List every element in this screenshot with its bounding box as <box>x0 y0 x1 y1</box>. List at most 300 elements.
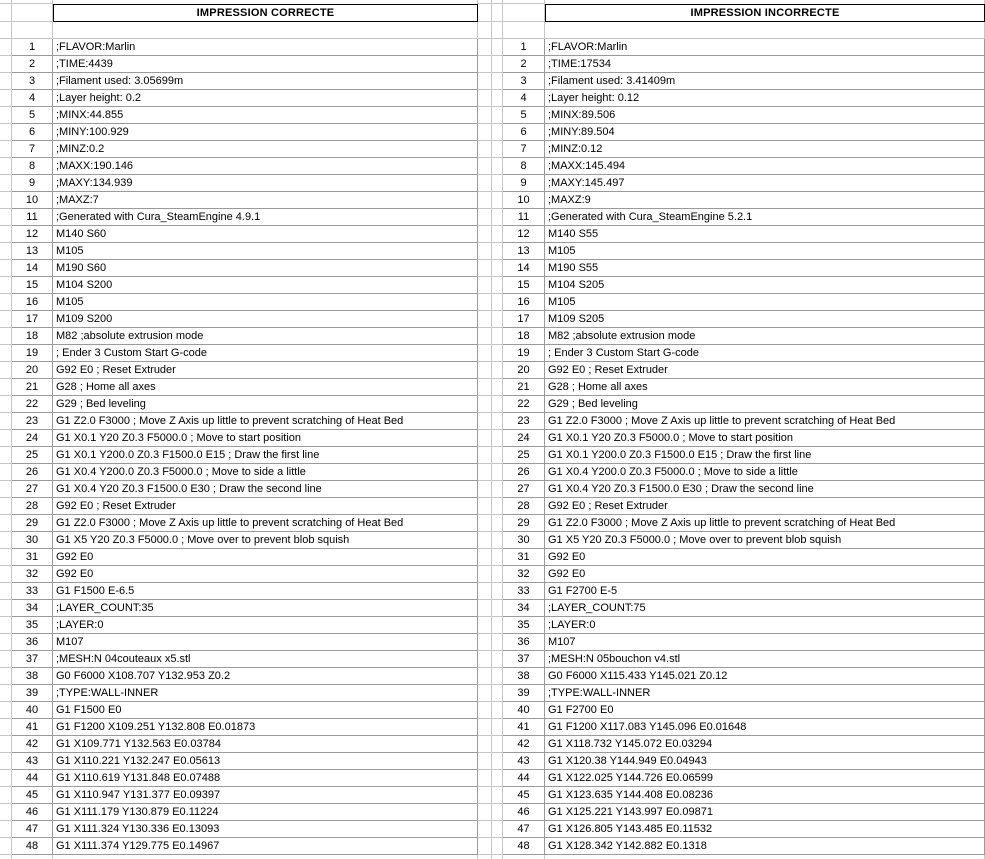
row-number-column-cell <box>12 855 53 859</box>
gap-cell <box>492 39 503 56</box>
left-gcode-cell[interactable]: G1 X110.947 Y131.377 E0.09397 <box>53 787 478 804</box>
left-row-number[interactable]: 23 <box>12 413 53 430</box>
left-row-number[interactable]: 36 <box>12 634 53 651</box>
left-row-number[interactable]: 13 <box>12 243 53 260</box>
right-gcode-cell[interactable]: ;LAYER_COUNT:75 <box>545 600 985 617</box>
right-row-number[interactable]: 41 <box>503 719 545 736</box>
row-number-column-cell <box>12 22 53 39</box>
left-row-number[interactable]: 12 <box>12 226 53 243</box>
left-row-number[interactable]: 46 <box>12 804 53 821</box>
left-row-number[interactable]: 26 <box>12 464 53 481</box>
gap-cell <box>492 600 503 617</box>
gap-cell <box>492 481 503 498</box>
right-gcode-cell[interactable]: ;FLAVOR:Marlin <box>545 39 985 56</box>
right-gcode-cell[interactable]: ;TYPE:WALL-INNER <box>545 685 985 702</box>
left-row-number[interactable]: 7 <box>12 141 53 158</box>
gap-cell <box>492 736 503 753</box>
left-row-number[interactable]: 16 <box>12 294 53 311</box>
right-gcode-cell[interactable]: G1 F2700 E0 <box>545 702 985 719</box>
table-row <box>0 413 985 430</box>
left-gcode-cell[interactable]: ;MINX:44.855 <box>53 107 478 124</box>
left-row-number[interactable]: 2 <box>12 56 53 73</box>
gutter-cell <box>0 294 12 311</box>
left-gcode-cell[interactable]: G28 ; Home all axes <box>53 379 478 396</box>
left-row-number[interactable]: 11 <box>12 209 53 226</box>
table-row <box>0 243 985 260</box>
table-row <box>0 583 985 600</box>
left-gcode-cell[interactable]: M140 S60 <box>53 226 478 243</box>
table-row <box>0 685 985 702</box>
table-row <box>0 345 985 362</box>
right-gcode-cell[interactable]: ;MAXY:145.497 <box>545 175 985 192</box>
right-gcode-cell[interactable]: G92 E0 ; Reset Extruder <box>545 498 985 515</box>
gap-cell <box>492 498 503 515</box>
gap-cell <box>478 838 492 855</box>
right-row-number[interactable]: 43 <box>503 753 545 770</box>
right-gcode-cell[interactable]: G29 ; Bed leveling <box>545 396 985 413</box>
table-row <box>0 379 985 396</box>
right-row-number[interactable]: 33 <box>503 583 545 600</box>
left-row-number[interactable]: 28 <box>12 498 53 515</box>
right-gcode-cell[interactable]: ;Generated with Cura_SteamEngine 5.2.1 <box>545 209 985 226</box>
right-row-number[interactable]: 5 <box>503 107 545 124</box>
left-gcode-cell[interactable]: G1 X0.4 Y20 Z0.3 F1500.0 E30 ; Draw the second line <box>53 481 478 498</box>
left-row-number[interactable]: 6 <box>12 124 53 141</box>
right-gcode-cell[interactable]: G1 X125.221 Y143.997 E0.09871 <box>545 804 985 821</box>
left-gcode-cell[interactable]: G92 E0 ; Reset Extruder <box>53 498 478 515</box>
left-row-number[interactable]: 25 <box>12 447 53 464</box>
right-gcode-cell[interactable]: G92 E0 <box>545 566 985 583</box>
left-gcode-cell[interactable]: G1 Z2.0 F3000 ; Move Z Axis up little to prevent scratching of Heat Bed <box>53 515 478 532</box>
gap-cell <box>478 855 492 859</box>
left-row-number[interactable]: 18 <box>12 328 53 345</box>
gap-cell <box>478 464 492 481</box>
right-row-number[interactable]: 48 <box>503 838 545 855</box>
gap-cell <box>478 73 492 90</box>
left-gcode-cell[interactable]: ;MINY:100.929 <box>53 124 478 141</box>
right-gcode-cell[interactable]: G1 X0.1 Y20 Z0.3 F5000.0 ; Move to start position <box>545 430 985 447</box>
gutter-cell <box>0 804 12 821</box>
left-row-number[interactable]: 34 <box>12 600 53 617</box>
left-row-number[interactable]: 4 <box>12 90 53 107</box>
left-row-number[interactable]: 43 <box>12 753 53 770</box>
gap-cell <box>492 311 503 328</box>
left-row-number[interactable]: 45 <box>12 787 53 804</box>
right-gcode-cell[interactable]: G1 X5 Y20 Z0.3 F5000.0 ; Move over to prevent blob squish <box>545 532 985 549</box>
table-row <box>0 651 985 668</box>
gutter-cell <box>0 753 12 770</box>
left-row-number[interactable]: 39 <box>12 685 53 702</box>
gap-cell <box>492 192 503 209</box>
gap-cell <box>492 549 503 566</box>
left-row-number[interactable]: 21 <box>12 379 53 396</box>
table-row <box>0 447 985 464</box>
gutter-cell <box>0 464 12 481</box>
left-row-number[interactable]: 44 <box>12 770 53 787</box>
right-gcode-cell[interactable]: G1 X0.4 Y20 Z0.3 F1500.0 E30 ; Draw the second line <box>545 481 985 498</box>
right-row-number[interactable]: 1 <box>503 39 545 56</box>
right-row-number[interactable]: 7 <box>503 141 545 158</box>
table-row <box>0 464 985 481</box>
table-row <box>0 56 985 73</box>
right-row-number[interactable]: 29 <box>503 515 545 532</box>
gap-cell <box>492 583 503 600</box>
table-row <box>0 362 985 379</box>
right-gcode-cell[interactable]: M109 S205 <box>545 311 985 328</box>
left-gcode-cell[interactable]: ;MAXY:134.939 <box>53 175 478 192</box>
gap-cell <box>478 702 492 719</box>
right-gcode-cell[interactable]: ;Layer height: 0.12 <box>545 90 985 107</box>
gap-cell <box>478 617 492 634</box>
right-gcode-cell[interactable]: M140 S55 <box>545 226 985 243</box>
gutter-cell <box>0 583 12 600</box>
left-gcode-cell[interactable]: ;TIME:4439 <box>53 56 478 73</box>
gap-cell <box>492 226 503 243</box>
right-gcode-cell[interactable]: M104 S205 <box>545 277 985 294</box>
left-row-number[interactable]: 35 <box>12 617 53 634</box>
table-row <box>0 73 985 90</box>
gap-cell <box>492 73 503 90</box>
right-gcode-cell[interactable]: G1 F1200 X117.083 Y145.096 E0.01648 <box>545 719 985 736</box>
right-gcode-cell[interactable]: G1 X122.025 Y144.726 E0.06599 <box>545 770 985 787</box>
left-gcode-cell[interactable]: M104 S200 <box>53 277 478 294</box>
right-row-number[interactable]: 19 <box>503 345 545 362</box>
table-row <box>0 226 985 243</box>
left-gcode-cell[interactable]: G0 F6000 X108.707 Y132.953 Z0.2 <box>53 668 478 685</box>
left-row-number[interactable]: 24 <box>12 430 53 447</box>
left-gcode-cell[interactable]: ;MESH:N 04couteaux x5.stl <box>53 651 478 668</box>
right-gcode-cell[interactable]: ;MINY:89.504 <box>545 124 985 141</box>
table-row <box>0 107 985 124</box>
gap-cell <box>492 804 503 821</box>
gap-cell <box>492 260 503 277</box>
left-row-number[interactable]: 5 <box>12 107 53 124</box>
right-gcode-cell[interactable]: ;MAXX:145.494 <box>545 158 985 175</box>
left-gcode-cell[interactable]: G1 F1500 E0 <box>53 702 478 719</box>
right-gcode-cell[interactable]: G1 Z2.0 F3000 ; Move Z Axis up little to prevent scratching of Heat Bed <box>545 515 985 532</box>
left-gcode-cell[interactable]: G1 X5 Y20 Z0.3 F5000.0 ; Move over to prevent blob squish <box>53 532 478 549</box>
left-row-number[interactable]: 15 <box>12 277 53 294</box>
left-row-number[interactable]: 37 <box>12 651 53 668</box>
right-gcode-cell[interactable]: M107 <box>545 634 985 651</box>
table-row <box>0 90 985 107</box>
left-gcode-cell[interactable]: M82 ;absolute extrusion mode <box>53 328 478 345</box>
gap-cell <box>492 838 503 855</box>
right-row-number[interactable]: 24 <box>503 430 545 447</box>
right-row-number[interactable]: 17 <box>503 311 545 328</box>
right-row-number[interactable]: 47 <box>503 821 545 838</box>
left-row-number[interactable]: 31 <box>12 549 53 566</box>
table-row <box>0 702 985 719</box>
right-gcode-cell[interactable]: G1 X0.4 Y200.0 Z0.3 F5000.0 ; Move to side a little <box>545 464 985 481</box>
right-row-number[interactable]: 21 <box>503 379 545 396</box>
right-row-number[interactable]: 38 <box>503 668 545 685</box>
gutter-cell <box>0 617 12 634</box>
left-gcode-cell[interactable]: ;Layer height: 0.2 <box>53 90 478 107</box>
left-gcode-cell[interactable]: G1 X0.1 Y20 Z0.3 F5000.0 ; Move to start position <box>53 430 478 447</box>
left-gcode-cell[interactable]: ;FLAVOR:Marlin <box>53 39 478 56</box>
gap-cell <box>478 22 492 39</box>
left-row-number[interactable]: 9 <box>12 175 53 192</box>
gutter-cell <box>0 481 12 498</box>
blank-row <box>0 22 985 39</box>
table-row <box>0 719 985 736</box>
left-row-number[interactable]: 22 <box>12 396 53 413</box>
right-gcode-cell[interactable]: G28 ; Home all axes <box>545 379 985 396</box>
right-gcode-cell[interactable]: ;Filament used: 3.41409m <box>545 73 985 90</box>
right-row-number[interactable]: 9 <box>503 175 545 192</box>
left-gcode-cell[interactable]: G92 E0 <box>53 566 478 583</box>
table-row <box>0 328 985 345</box>
table-row <box>0 617 985 634</box>
right-gcode-cell[interactable]: G1 X128.342 Y142.882 E0.1318 <box>545 838 985 855</box>
gap-cell <box>492 617 503 634</box>
gap-cell <box>478 413 492 430</box>
left-gcode-cell[interactable]: G1 X0.4 Y200.0 Z0.3 F5000.0 ; Move to side a little <box>53 464 478 481</box>
right-gcode-cell[interactable]: G0 F6000 X115.433 Y145.021 Z0.12 <box>545 668 985 685</box>
data-rows-container <box>0 39 985 855</box>
right-gcode-cell[interactable]: G1 X120.38 Y144.949 E0.04943 <box>545 753 985 770</box>
right-row-number[interactable]: 34 <box>503 600 545 617</box>
gap-cell <box>492 430 503 447</box>
left-row-number[interactable]: 47 <box>12 821 53 838</box>
left-row-number[interactable]: 27 <box>12 481 53 498</box>
left-row-number[interactable]: 1 <box>12 39 53 56</box>
right-row-number[interactable]: 3 <box>503 73 545 90</box>
right-gcode-cell[interactable]: G1 Z2.0 F3000 ; Move Z Axis up little to prevent scratching of Heat Bed <box>545 413 985 430</box>
right-gcode-cell[interactable]: G1 X123.635 Y144.408 E0.08236 <box>545 787 985 804</box>
left-row-number[interactable]: 41 <box>12 719 53 736</box>
gap-cell <box>478 515 492 532</box>
right-row-number[interactable]: 16 <box>503 294 545 311</box>
gap-cell <box>478 736 492 753</box>
right-gcode-cell[interactable]: M190 S55 <box>545 260 985 277</box>
right-row-number[interactable]: 10 <box>503 192 545 209</box>
left-gcode-cell[interactable]: G1 F1500 E-6.5 <box>53 583 478 600</box>
right-gcode-cell[interactable]: ;MESH:N 05bouchon v4.stl <box>545 651 985 668</box>
left-gcode-cell[interactable]: ; Ender 3 Custom Start G-code <box>53 345 478 362</box>
gap-cell <box>492 821 503 838</box>
table-row <box>0 209 985 226</box>
gcode-column-cell <box>545 855 985 859</box>
right-gcode-cell[interactable]: M82 ;absolute extrusion mode <box>545 328 985 345</box>
gutter-cell <box>0 141 12 158</box>
gap-cell <box>478 430 492 447</box>
gutter-cell <box>0 719 12 736</box>
right-gcode-cell[interactable]: M105 <box>545 294 985 311</box>
header-row <box>0 4 985 22</box>
right-row-number[interactable]: 20 <box>503 362 545 379</box>
left-gcode-cell[interactable]: ;MAXZ:7 <box>53 192 478 209</box>
left-row-number[interactable]: 33 <box>12 583 53 600</box>
left-gcode-cell[interactable]: M107 <box>53 634 478 651</box>
right-gcode-cell[interactable]: G1 X126.805 Y143.485 E0.11532 <box>545 821 985 838</box>
right-row-number[interactable]: 4 <box>503 90 545 107</box>
gutter-cell <box>0 515 12 532</box>
right-gcode-cell[interactable]: G92 E0 <box>545 549 985 566</box>
left-row-number[interactable]: 29 <box>12 515 53 532</box>
gap-cell <box>492 158 503 175</box>
left-gcode-cell[interactable]: G1 X110.619 Y131.848 E0.07488 <box>53 770 478 787</box>
left-row-number[interactable]: 3 <box>12 73 53 90</box>
right-row-number[interactable]: 40 <box>503 702 545 719</box>
gap-cell <box>478 39 492 56</box>
right-row-number[interactable]: 8 <box>503 158 545 175</box>
right-gcode-cell[interactable]: ;LAYER:0 <box>545 617 985 634</box>
left-row-number[interactable]: 38 <box>12 668 53 685</box>
gap-cell <box>478 770 492 787</box>
gap-cell <box>492 328 503 345</box>
left-gcode-cell[interactable]: G1 F1200 X109.251 Y132.808 E0.01873 <box>53 719 478 736</box>
gap-cell <box>478 651 492 668</box>
gutter-cell <box>0 668 12 685</box>
left-gcode-cell[interactable]: G92 E0 <box>53 549 478 566</box>
right-row-number[interactable]: 13 <box>503 243 545 260</box>
gutter-cell <box>0 124 12 141</box>
left-row-number[interactable]: 17 <box>12 311 53 328</box>
right-row-number[interactable]: 6 <box>503 124 545 141</box>
gap-cell <box>478 158 492 175</box>
left-gcode-cell[interactable]: G1 X0.1 Y200.0 Z0.3 F1500.0 E15 ; Draw the first line <box>53 447 478 464</box>
left-gcode-cell[interactable]: M109 S200 <box>53 311 478 328</box>
right-gcode-cell[interactable]: G1 X118.732 Y145.072 E0.03294 <box>545 736 985 753</box>
left-row-number[interactable]: 10 <box>12 192 53 209</box>
right-row-number[interactable]: 26 <box>503 464 545 481</box>
right-row-number[interactable]: 39 <box>503 685 545 702</box>
table-row <box>0 311 985 328</box>
left-gcode-cell[interactable]: ;TYPE:WALL-INNER <box>53 685 478 702</box>
left-gcode-cell[interactable]: G1 X110.221 Y132.247 E0.05613 <box>53 753 478 770</box>
gutter-cell <box>0 651 12 668</box>
right-row-number[interactable]: 42 <box>503 736 545 753</box>
right-row-number[interactable]: 12 <box>503 226 545 243</box>
left-gcode-cell[interactable]: ;MINZ:0.2 <box>53 141 478 158</box>
gap-cell <box>478 311 492 328</box>
left-row-number[interactable]: 14 <box>12 260 53 277</box>
right-row-number[interactable]: 36 <box>503 634 545 651</box>
left-gcode-cell[interactable]: G1 X111.324 Y130.336 E0.13093 <box>53 821 478 838</box>
gutter-cell <box>0 175 12 192</box>
gutter-cell <box>0 243 12 260</box>
table-row <box>0 634 985 651</box>
left-row-number[interactable]: 8 <box>12 158 53 175</box>
left-gcode-cell[interactable]: M190 S60 <box>53 260 478 277</box>
gap-cell <box>478 141 492 158</box>
table-row <box>0 566 985 583</box>
left-gcode-cell[interactable]: ;LAYER_COUNT:35 <box>53 600 478 617</box>
left-row-number[interactable]: 20 <box>12 362 53 379</box>
right-row-number[interactable]: 35 <box>503 617 545 634</box>
left-row-number[interactable]: 32 <box>12 566 53 583</box>
left-gcode-cell[interactable]: M105 <box>53 294 478 311</box>
left-gcode-cell[interactable]: ;Filament used: 3.05699m <box>53 73 478 90</box>
left-gcode-cell[interactable]: G1 X111.374 Y129.775 E0.14967 <box>53 838 478 855</box>
left-gcode-cell[interactable]: G92 E0 ; Reset Extruder <box>53 362 478 379</box>
table-row <box>0 192 985 209</box>
header-correct[interactable]: IMPRESSION CORRECTE <box>53 4 478 22</box>
left-gcode-cell[interactable]: G29 ; Bed leveling <box>53 396 478 413</box>
table-row <box>0 277 985 294</box>
right-row-number[interactable]: 25 <box>503 447 545 464</box>
table-row <box>0 498 985 515</box>
table-row <box>0 430 985 447</box>
right-row-number[interactable]: 23 <box>503 413 545 430</box>
gap-cell <box>478 549 492 566</box>
right-row-number[interactable]: 46 <box>503 804 545 821</box>
left-row-number[interactable]: 48 <box>12 838 53 855</box>
table-row <box>0 838 985 855</box>
gcode-column-cell <box>53 855 478 859</box>
gutter-cell <box>0 430 12 447</box>
gap-cell <box>492 107 503 124</box>
table-row <box>0 515 985 532</box>
gap-cell <box>492 447 503 464</box>
right-gcode-cell[interactable]: G1 X0.1 Y200.0 Z0.3 F1500.0 E15 ; Draw the first line <box>545 447 985 464</box>
right-row-number[interactable]: 37 <box>503 651 545 668</box>
left-gcode-cell[interactable]: G1 Z2.0 F3000 ; Move Z Axis up little to prevent scratching of Heat Bed <box>53 413 478 430</box>
right-row-number[interactable]: 2 <box>503 56 545 73</box>
gutter-cell <box>0 90 12 107</box>
right-row-number[interactable]: 11 <box>503 209 545 226</box>
gap-cell <box>478 566 492 583</box>
left-gcode-cell[interactable]: G1 X109.771 Y132.563 E0.03784 <box>53 736 478 753</box>
table-row <box>0 532 985 549</box>
right-row-number[interactable]: 30 <box>503 532 545 549</box>
right-gcode-cell[interactable]: ;TIME:17534 <box>545 56 985 73</box>
gutter-cell <box>0 498 12 515</box>
right-row-number[interactable]: 22 <box>503 396 545 413</box>
right-gcode-cell[interactable]: M105 <box>545 243 985 260</box>
left-gcode-cell[interactable]: G1 X111.179 Y130.879 E0.11224 <box>53 804 478 821</box>
right-row-number[interactable]: 18 <box>503 328 545 345</box>
gap-cell <box>478 4 492 22</box>
right-row-number[interactable]: 15 <box>503 277 545 294</box>
left-gcode-cell[interactable]: M105 <box>53 243 478 260</box>
right-row-number[interactable]: 32 <box>503 566 545 583</box>
left-row-number[interactable]: 19 <box>12 345 53 362</box>
gutter-cell <box>0 447 12 464</box>
right-row-number[interactable]: 31 <box>503 549 545 566</box>
right-row-number[interactable]: 28 <box>503 498 545 515</box>
gap-cell <box>492 345 503 362</box>
gap-cell <box>478 379 492 396</box>
right-gcode-cell[interactable]: ;MINX:89.506 <box>545 107 985 124</box>
gap-cell <box>478 328 492 345</box>
left-row-number[interactable]: 42 <box>12 736 53 753</box>
right-row-number[interactable]: 44 <box>503 770 545 787</box>
right-gcode-cell[interactable]: ;MAXZ:9 <box>545 192 985 209</box>
left-row-number[interactable]: 30 <box>12 532 53 549</box>
right-gcode-cell[interactable]: G92 E0 ; Reset Extruder <box>545 362 985 379</box>
left-gcode-cell[interactable]: ;LAYER:0 <box>53 617 478 634</box>
left-gcode-cell[interactable]: ;Generated with Cura_SteamEngine 4.9.1 <box>53 209 478 226</box>
left-gcode-cell[interactable]: ;MAXX:190.146 <box>53 158 478 175</box>
table-row <box>0 804 985 821</box>
right-row-number[interactable]: 45 <box>503 787 545 804</box>
gap-cell <box>478 243 492 260</box>
right-row-number[interactable]: 27 <box>503 481 545 498</box>
gutter-cell <box>0 855 12 859</box>
right-gcode-cell[interactable]: ;MINZ:0.12 <box>545 141 985 158</box>
left-row-number[interactable]: 40 <box>12 702 53 719</box>
right-gcode-cell[interactable]: G1 F2700 E-5 <box>545 583 985 600</box>
row-number-column-cell <box>12 4 53 22</box>
header-incorrect[interactable]: IMPRESSION INCORRECTE <box>545 4 985 22</box>
gcode-column-cell <box>545 22 985 39</box>
gap-cell <box>492 396 503 413</box>
right-row-number[interactable]: 14 <box>503 260 545 277</box>
right-gcode-cell[interactable]: ; Ender 3 Custom Start G-code <box>545 345 985 362</box>
